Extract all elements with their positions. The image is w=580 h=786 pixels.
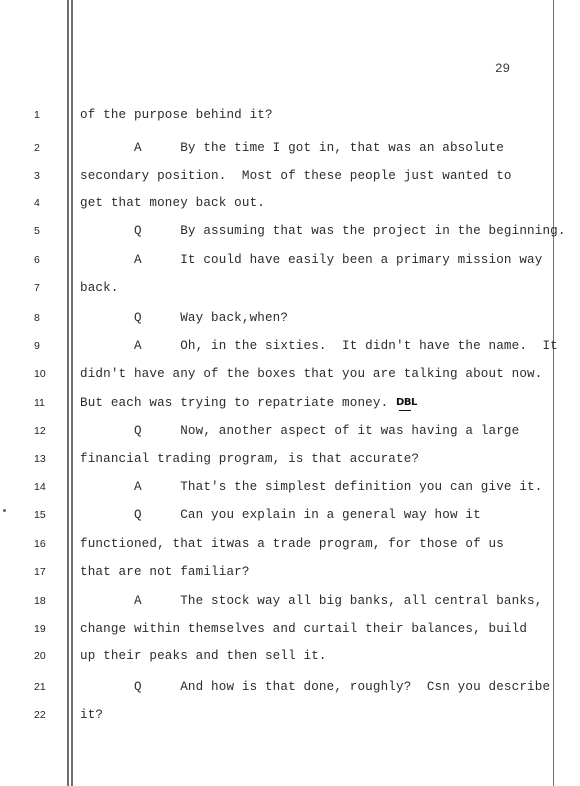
line-number: 10 (34, 368, 46, 380)
transcript-line (80, 594, 542, 608)
transcript-line (80, 108, 273, 122)
transcript-line-text: it? (80, 708, 104, 722)
line-number: 19 (34, 623, 46, 635)
transcript-line-text: A It could have easily been a primary mission way (80, 253, 543, 267)
page-number: 29 (495, 62, 511, 76)
line-number: 6 (34, 254, 40, 266)
line-number: 2 (34, 142, 40, 154)
line-number: 17 (34, 566, 46, 578)
transcript-line (80, 141, 504, 155)
line-number: 13 (34, 453, 46, 465)
line-number: 15 (34, 509, 46, 521)
line-number: 18 (34, 595, 46, 607)
line-number: 7 (34, 282, 40, 294)
transcript-line (80, 281, 119, 295)
transcript-line-text: A That's the simplest definition you can give it. (80, 480, 543, 494)
transcript-line (80, 169, 512, 183)
line-number: 22 (34, 709, 46, 721)
line-number: 14 (34, 481, 46, 493)
transcript-line (80, 311, 288, 325)
transcript-line-text: that are not familiar? (80, 565, 250, 579)
transcript-line-text: didn't have any of the boxes that you are talking about now. (80, 367, 543, 381)
scan-speck (3, 509, 6, 512)
transcript-line (80, 680, 550, 694)
transcript-line-text: Q By assuming that was the project in the beginning. (80, 224, 566, 238)
transcript-line (80, 224, 566, 238)
transcript-line (80, 622, 527, 636)
transcript-line-text: of the purpose behind it? (80, 108, 273, 122)
handwritten-initials: DBL (396, 397, 417, 408)
transcript-line-text: But each was trying to repatriate money. (80, 396, 397, 410)
transcript-line-text: financial trading program, is that accurate? (80, 452, 420, 466)
initials-underline (399, 410, 411, 411)
line-number: 4 (34, 197, 40, 209)
line-number: 21 (34, 681, 46, 693)
transcript-line-text: A By the time I got in, that was an absolute (80, 141, 504, 155)
transcript-line (80, 424, 519, 438)
line-number: 3 (34, 170, 40, 182)
transcript-line-text: Q Way back,when? (80, 311, 289, 325)
transcript-line-text: Q Can you explain in a general way how it (80, 508, 481, 522)
line-number: 16 (34, 538, 46, 550)
transcript-line (80, 452, 419, 466)
line-number: 5 (34, 225, 40, 237)
transcript-line-text: Q And how is that done, roughly? Csn you describe (80, 680, 551, 694)
right-margin-rule (553, 0, 554, 786)
transcript-line-text: A The stock way all big banks, all central banks, (80, 594, 543, 608)
transcript-line (80, 196, 265, 210)
line-number: 9 (34, 340, 40, 352)
transcript-line (80, 339, 558, 353)
line-number: 11 (34, 397, 45, 409)
transcript-line (80, 396, 417, 411)
transcript-line (80, 508, 481, 522)
initials-wrapper (396, 396, 417, 411)
transcript-line (80, 708, 103, 722)
transcript-line-text: up their peaks and then sell it. (80, 649, 327, 663)
transcript-line-text: secondary position. Most of these people just wanted to (80, 169, 512, 183)
transcript-line-text: A Oh, in the sixties. It didn't have the name. It (80, 339, 558, 353)
left-margin-rule-inner (71, 0, 73, 786)
line-number: 8 (34, 312, 40, 324)
transcript-line (80, 367, 542, 381)
line-number: 20 (34, 650, 46, 662)
transcript-line (80, 649, 327, 663)
transcript-line-text: Q Now, another aspect of it was having a large (80, 424, 520, 438)
transcript-line (80, 537, 504, 551)
line-number: 1 (34, 109, 40, 121)
transcript-line-text: back. (80, 281, 119, 295)
transcript-line (80, 253, 542, 267)
transcript-line (80, 565, 250, 579)
line-number: 12 (34, 425, 46, 437)
transcript-line (80, 480, 542, 494)
transcript-line-text: functioned, that itwas a trade program, for those of us (80, 537, 504, 551)
transcript-line-text: change within themselves and curtail their balances, build (80, 622, 528, 636)
transcript-line-text: get that money back out. (80, 196, 265, 210)
